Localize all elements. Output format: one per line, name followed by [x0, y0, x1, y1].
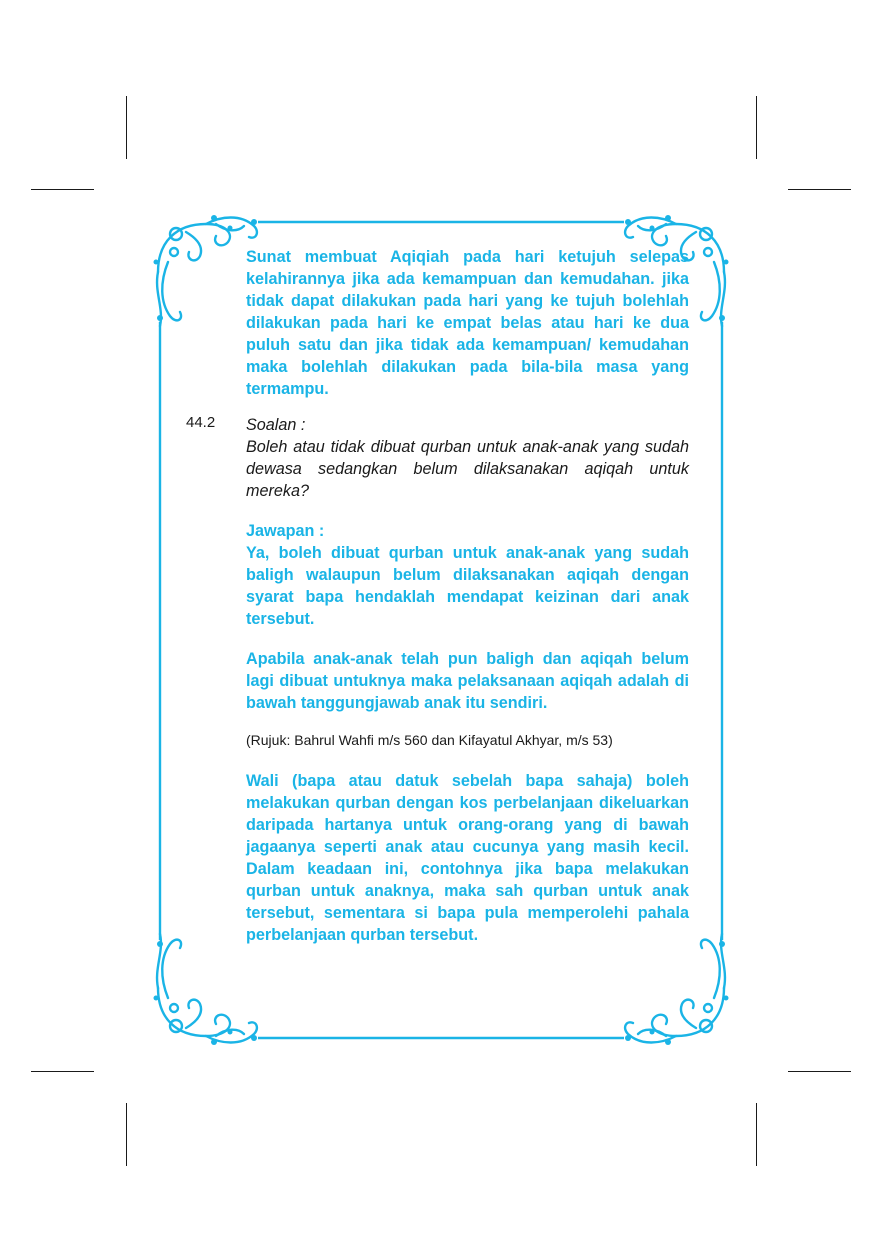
reference-citation: (Rujuk: Bahrul Wahfi m/s 560 dan Kifayatul Akhyar, m/s 53)	[246, 732, 613, 748]
question-text: Boleh atau tidak dibuat qurban untuk anak-anak yang sudah dewasa sedangkan belum dilaksanakan aqiqah untuk mereka?	[246, 438, 689, 500]
answer-label: Jawapan :	[246, 522, 325, 540]
corner-ornament-top-left	[157, 218, 257, 327]
answer-paragraph-1: Ya, boleh dibuat qurban untuk anak-anak yang sudah baligh walaupun belum dilaksanakan aqiqah dengan syarat bapa hendaklah mendapat keizinan dari anak tersebut.	[246, 544, 689, 628]
question-label: Soalan :	[246, 416, 306, 434]
answer-paragraph-3: Wali (bapa atau datuk sebelah bapa sahaja) boleh melakukan qurban dengan kos perbelanjaan dikeluarkan daripada hartanya untuk orang-orang yang di bawah jagaanya seperti anak atau cucunya yang masih kecil. Dalam keadaan ini, contohnya jika bapa melakukan qurban untuk anaknya, maka sah qurban untuk anak tersebut, sementara si bapa pula memperolehi pahala perbelanjaan qurban tersebut.	[246, 772, 689, 944]
corner-ornament-bottom-right	[625, 934, 725, 1043]
question-number: 44.2	[186, 414, 216, 431]
answer-paragraph-2: Apabila anak-anak telah pun baligh dan aqiqah belum lagi dibuat untuknya maka pelaksanaan aqiqah adalah di bawah tanggungjawab anak itu sendiri.	[246, 650, 689, 712]
corner-ornament-bottom-left	[157, 934, 257, 1043]
intro-paragraph: Sunat membuat Aqiqiah pada hari ketujuh selepas kelahirannya jika ada kemampuan dan kemudahan. jika tidak dapat dilakukan pada hari yang ke tujuh bolehlah dilakukan pada hari ke empat belas atau hari ke dua puluh satu dan jika tidak ada kemampuan/ kemudahan maka bolehlah dilakukan pada bila-bila masa yang termampu.	[246, 248, 689, 398]
